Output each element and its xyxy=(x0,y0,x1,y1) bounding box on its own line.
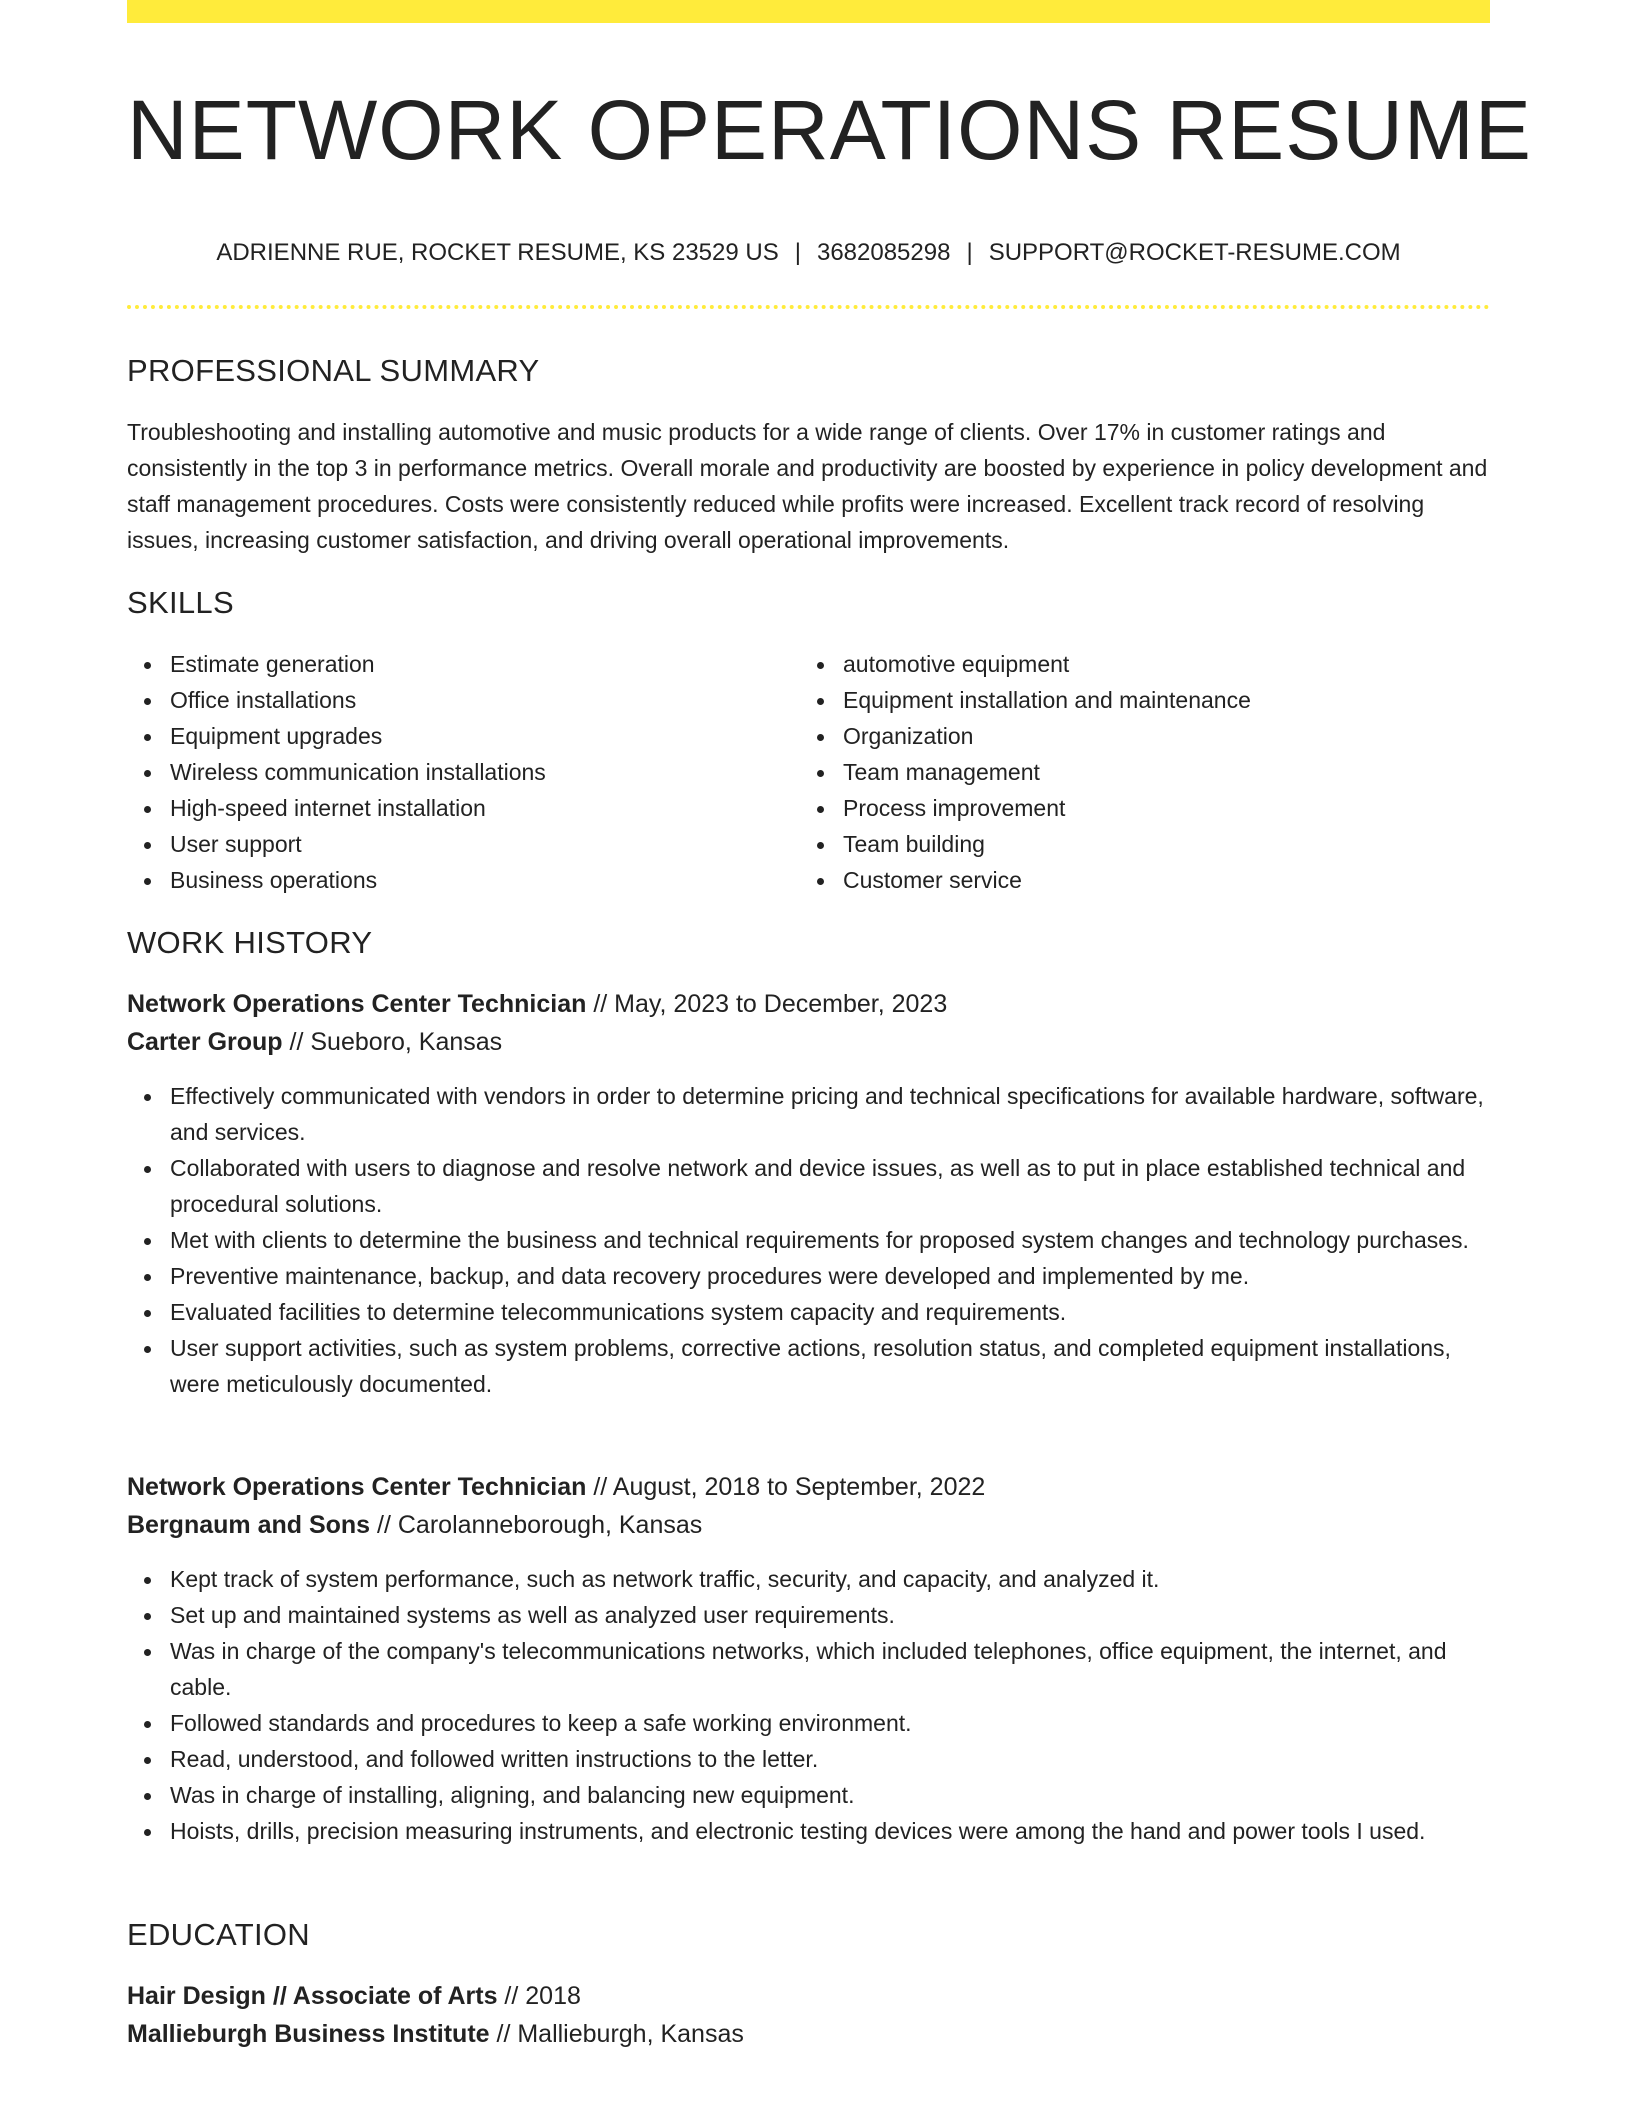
job-bullet: Was in charge of installing, aligning, and balancing new equipment. xyxy=(127,1777,1490,1813)
job-bullet: Preventive maintenance, backup, and data recovery procedures were developed and implemented by me. xyxy=(127,1258,1490,1294)
job-location: // Carolanneborough, Kansas xyxy=(370,1511,703,1539)
skill-item: Customer service xyxy=(800,862,1440,898)
education-school-line xyxy=(127,2015,744,2053)
education-year: // 2018 xyxy=(497,1982,581,2010)
skill-item: Team management xyxy=(800,754,1440,790)
job-title: Network Operations Center Technician xyxy=(127,1473,587,1501)
summary-heading: PROFESSIONAL SUMMARY xyxy=(127,353,540,388)
skill-item: Wireless communication installations xyxy=(127,754,767,790)
separator: | xyxy=(966,239,973,266)
skills-column-right xyxy=(800,646,1440,898)
job-bullet: Set up and maintained systems as well as analyzed user requirements. xyxy=(127,1597,1490,1633)
contact-email[interactable]: SUPPORT@ROCKET-RESUME.COM xyxy=(988,239,1401,266)
job-company-line xyxy=(127,1506,702,1544)
job-title: Network Operations Center Technician xyxy=(127,990,587,1018)
job-bullets xyxy=(127,1561,1490,1849)
job-bullet: Effectively communicated with vendors in order to determine pricing and technical specifications for available hardware, software, and services. xyxy=(127,1078,1490,1150)
job-bullet: Met with clients to determine the business and technical requirements for proposed system changes and technology purchases. xyxy=(127,1222,1490,1258)
job-bullet: Collaborated with users to diagnose and resolve network and device issues, as well as to put in place established technical and procedural solutions. xyxy=(127,1150,1490,1222)
skill-item: Equipment upgrades xyxy=(127,718,767,754)
job-bullet: Hoists, drills, precision measuring instruments, and electronic testing devices were among the hand and power tools I used. xyxy=(127,1813,1490,1849)
education-heading: EDUCATION xyxy=(127,1917,310,1952)
skills-heading: SKILLS xyxy=(127,585,234,620)
job-bullet: Was in charge of the company's telecommunications networks, which included telephones, office equipment, the internet, and cable. xyxy=(127,1633,1490,1705)
job-bullet: User support activities, such as system problems, corrective actions, resolution status, and completed equipment installations, were meticulously documented. xyxy=(127,1330,1490,1402)
skill-item: Organization xyxy=(800,718,1440,754)
job-dates: // August, 2018 to September, 2022 xyxy=(586,1473,986,1501)
skill-item: High-speed internet installation xyxy=(127,790,767,826)
job-title-line xyxy=(127,1468,985,1506)
skill-item: Office installations xyxy=(127,682,767,718)
job-bullets xyxy=(127,1078,1490,1402)
job-company-line xyxy=(127,1023,502,1061)
skill-item: Equipment installation and maintenance xyxy=(800,682,1440,718)
job-location: // Sueboro, Kansas xyxy=(282,1028,503,1056)
skill-item: Team building xyxy=(800,826,1440,862)
education-degree: Hair Design // Associate of Arts xyxy=(127,1982,498,2010)
work-history-heading: WORK HISTORY xyxy=(127,925,373,960)
summary-text: Troubleshooting and installing automotive and music products for a wide range of clients. Over 17% in customer ratings and consistently in the top 3 in performance metrics. Overall morale and productivity are boosted by experience in policy development and staff management procedures. Costs were consistently reduced while profits were increased. Excellent track record of resolving issues, increasing customer satisfaction, and driving overall operational improvements. xyxy=(127,419,1488,553)
skill-item: User support xyxy=(127,826,767,862)
education-school: Mallieburgh Business Institute xyxy=(127,2020,490,2048)
education-location: // Mallieburgh, Kansas xyxy=(489,2020,744,2048)
accent-bar xyxy=(127,0,1490,23)
job-company: Bergnaum and Sons xyxy=(127,1511,371,1539)
contact-line xyxy=(127,236,1490,270)
contact-address: ADRIENNE RUE, ROCKET RESUME, KS 23529 US xyxy=(216,239,779,266)
skill-item: Estimate generation xyxy=(127,646,767,682)
skill-item: automotive equipment xyxy=(800,646,1440,682)
education-degree-line xyxy=(127,1977,581,2015)
separator: | xyxy=(794,239,801,266)
contact-phone: 3682085298 xyxy=(816,239,951,266)
job-bullet: Kept track of system performance, such as network traffic, security, and capacity, and analyzed it. xyxy=(127,1561,1490,1597)
job-bullet: Read, understood, and followed written instructions to the letter. xyxy=(127,1741,1490,1777)
job-bullet: Evaluated facilities to determine telecommunications system capacity and requirements. xyxy=(127,1294,1490,1330)
dotted-divider xyxy=(127,305,1490,309)
skill-item: Process improvement xyxy=(800,790,1440,826)
resume-title: NETWORK OPERATIONS RESUME xyxy=(127,83,1532,177)
job-bullet: Followed standards and procedures to keep a safe working environment. xyxy=(127,1705,1490,1741)
skill-item: Business operations xyxy=(127,862,767,898)
job-company: Carter Group xyxy=(127,1028,283,1056)
job-dates: // May, 2023 to December, 2023 xyxy=(586,990,948,1018)
job-title-line xyxy=(127,985,947,1023)
skills-column-left xyxy=(127,646,767,898)
